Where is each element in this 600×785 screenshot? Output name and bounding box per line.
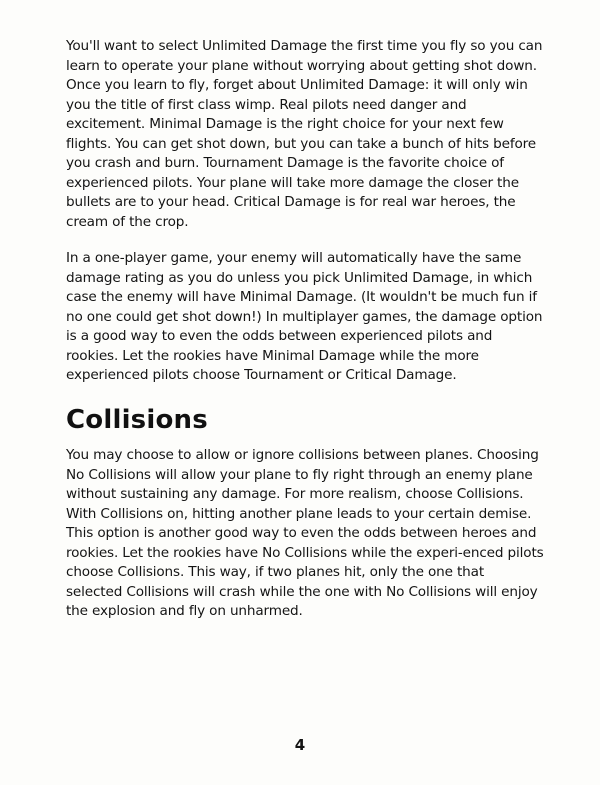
section-heading: Collisions xyxy=(66,405,208,435)
one-player-damage-paragraph: In a one-player game, your enemy will automatically have the same damage rating as you do unless you pick Unlimited Damage, in which case the enemy will have Minimal Damage. (It wouldn't be much fun if no one could get shot down!) In multiplayer games, the damage option is a good way to even the odds between experienced pilots and rookies. Let the rookies have Minimal Damage while the more experienced pilots choose Tournament or Critical Damage. xyxy=(66,250,543,383)
damage-options-paragraph: You'll want to select Unlimited Damage the first time you fly so you can learn to operate your plane without worrying about getting shot down. Once you learn to fly, forget about Unlimited Damage: it will only win you the title of first class wimp. Real pilots need danger and excitement. Minimal Damage is the right choice for your next few flights. You can get shot down, but you can take a bunch of hits before you crash and burn. Tournament Damage is the favorite choice of experienced pilots. Your plane will take more damage the closer the bullets are to your head. Critical Damage is for real war heroes, the cream of the crop. xyxy=(66,38,543,230)
page-number: 4 xyxy=(294,736,306,754)
collisions-paragraph: You may choose to allow or ignore collisions between planes. Choosing No Collisions will allow your plane to fly right through an enemy plane without sustaining any damage. For more realism, choose Collisions. With Collisions on, hitting another plane leads to your certain demise. This option is another good way to even the odds between heroes and rookies. Let the rookies have No Collisions while the experi-enced pilots choose Collisions. This way, if two planes hit, only the one that selected Collisions will crash while the one with No Collisions will enjoy the explosion and fly on unharmed. xyxy=(66,447,544,619)
